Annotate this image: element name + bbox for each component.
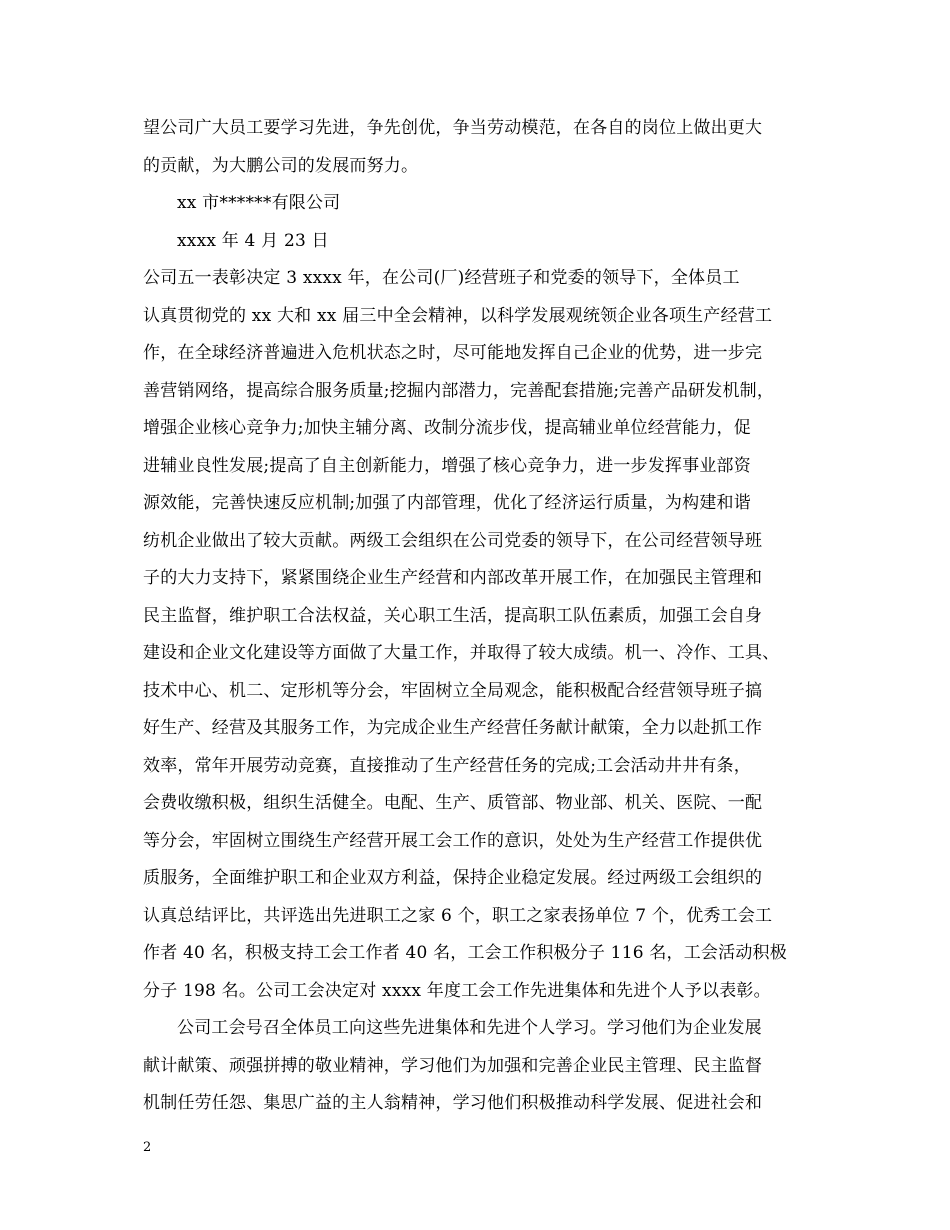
text-line: 作者 40 名，积极支持工会工作者 40 名，工会工作积极分子 116 名，工会活动积极 [143,943,787,963]
signature-date: xxxx 年 4 月 23 日 [177,231,329,251]
text-line: 民主监督，维护职工合法权益，关心职工生活，提高职工队伍素质，加强工会自身 [143,606,763,626]
text-line: 增强企业核心竞争力;加快主辅分离、改制分流步伐，提高辅业单位经营能力，促 [143,418,751,438]
text-line: 会费收缴积极，组织生活健全。电配、生产、质管部、物业部、机关、医院、一配 [143,793,763,813]
text-line: 建设和企业文化建设等方面做了大量工作，并取得了较大成绩。机一、冷作、工具、 [143,643,780,663]
text-line: 认真总结评比，共评选出先进职工之家 6 个，职工之家表扬单位 7 个，优秀工会工 [143,906,773,926]
text-line: 进辅业良性发展;提高了自主创新能力，增强了核心竞争力，进一步发挥事业部资 [143,456,751,476]
text-line: 好生产、经营及其服务工作，为完成企业生产经营任务献计献策，全力以赴抓工作 [143,718,763,738]
paragraph-start-line: 公司工会号召全体员工向这些先进集体和先进个人学习。学习他们为企业发展 [177,1018,762,1038]
company-signature: xx 市******有限公司 [177,193,341,213]
text-line: 效率，常年开展劳动竞赛，直接推动了生产经营任务的完成;工会活动井井有条， [143,756,751,776]
text-line: 子的大力支持下，紧紧围绕企业生产经营和内部改革开展工作，在加强民主管理和 [143,568,763,588]
text-line: 纺机企业做出了较大贡献。两级工会组织在公司党委的领导下，在公司经营领导班 [143,531,763,551]
text-line: 分子 198 名。公司工会决定对 xxxx 年度工会工作先进集体和先进个人予以表彰。 [143,981,771,1001]
text-line: 望公司广大员工要学习先进，争先创优，争当劳动模范，在各自的岗位上做出更大 [143,118,763,138]
page-number: 2 [143,1140,152,1155]
text-line: 作，在全球经济普遍进入危机状态之时，尽可能地发挥自己企业的优势，进一步完 [143,343,763,363]
text-line: 献计献策、顽强拼搏的敬业精神，学习他们为加强和完善企业民主管理、民主监督 [143,1056,763,1076]
text-line: 等分会，牢固树立围绕生产经营开展工会工作的意识，处处为生产经营工作提供优 [143,831,763,851]
text-line: 质服务，全面维护职工和企业双方利益，保持企业稳定发展。经过两级工会组织的 [143,868,763,888]
text-line: 机制任劳任怨、集思广益的主人翁精神，学习他们积极推动科学发展、促进社会和 [143,1093,763,1113]
text-line: 源效能，完善快速反应机制;加强了内部管理，优化了经济运行质量，为构建和谐 [143,493,751,513]
text-line: 技术中心、机二、定形机等分会，牢固树立全局观念，能积极配合经营领导班子搞 [143,681,763,701]
text-line: 善营销网络，提高综合服务质量;挖掘内部潜力，完善配套措施;完善产品研发机制， [143,381,775,401]
section-heading-line: 公司五一表彰决定 3 xxxx 年，在公司(厂)经营班子和党委的领导下，全体员工 [143,268,740,288]
text-line: 认真贯彻党的 xx 大和 xx 届三中全会精神，以科学发展观统领企业各项生产经营工 [143,306,773,326]
text-line: 的贡献，为大鹏公司的发展而努力。 [143,156,419,176]
